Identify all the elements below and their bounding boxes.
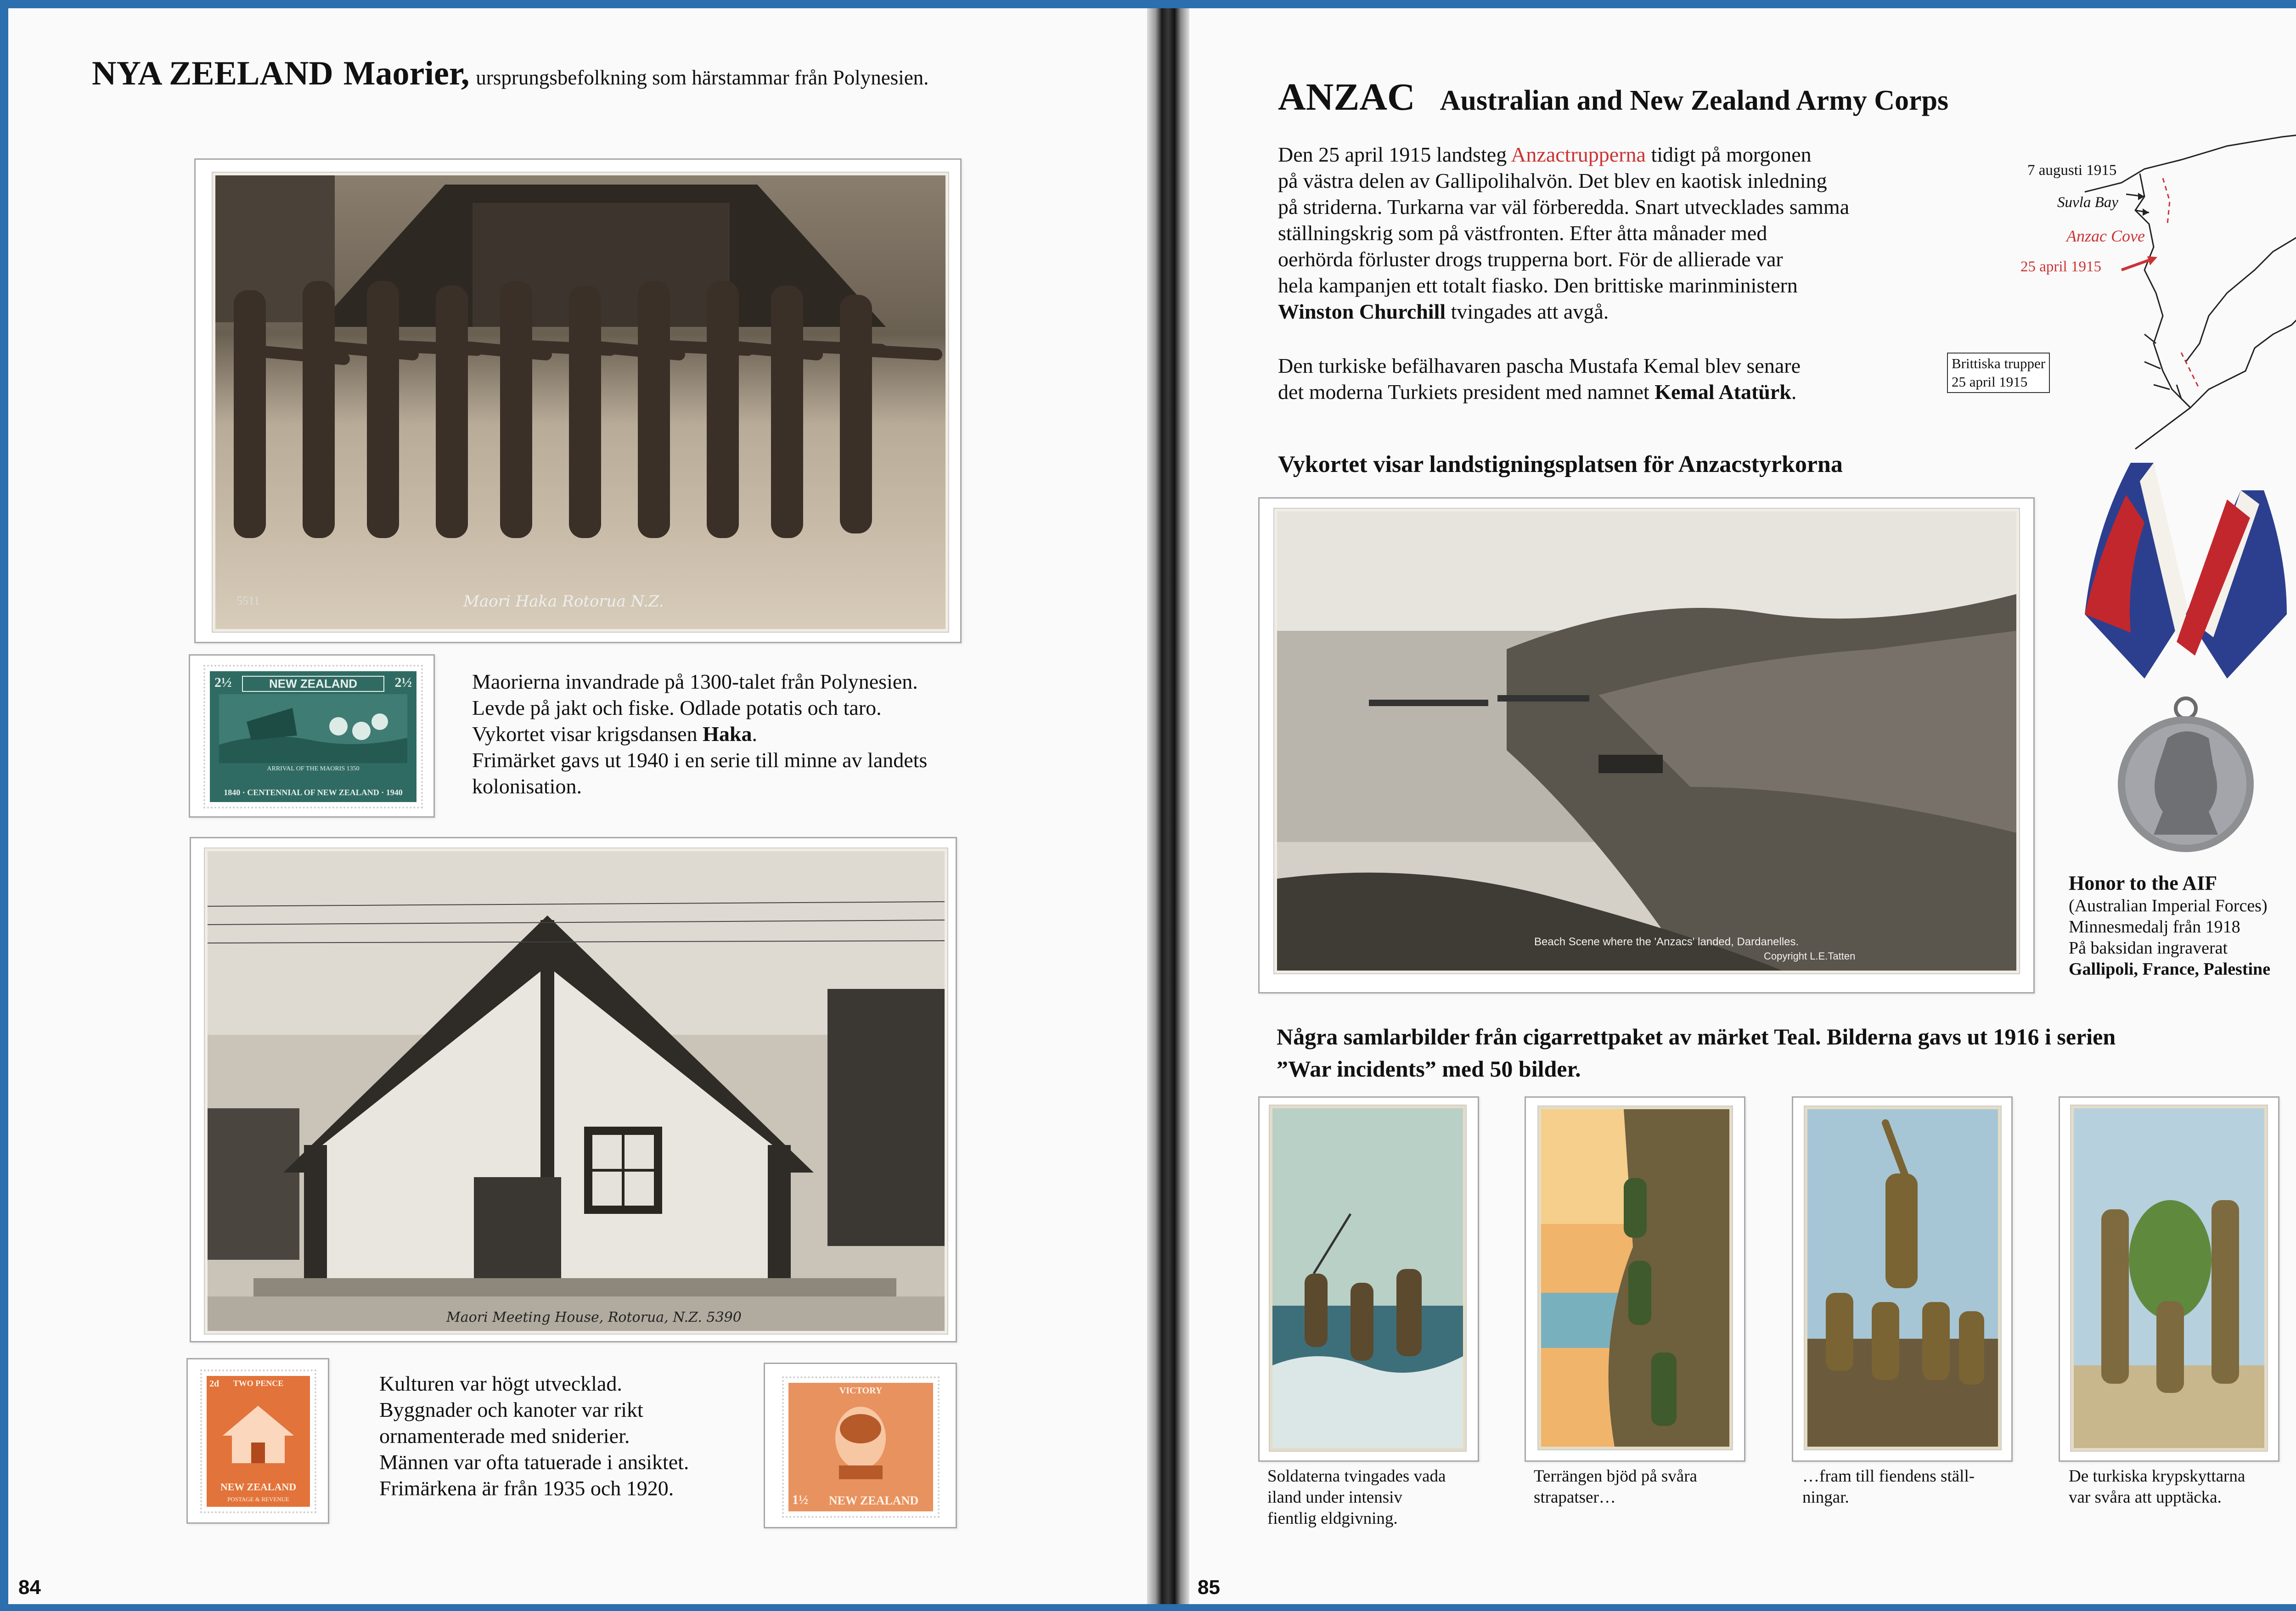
anzac-intro-paragraph bbox=[1278, 141, 1921, 325]
left-page-number: 84 bbox=[18, 1576, 41, 1599]
card1-line-2: iland under intensiv bbox=[1267, 1488, 1402, 1507]
cigarette-card-1 bbox=[1270, 1106, 1466, 1451]
haka-photo-number: 5511 bbox=[236, 594, 260, 607]
ataturk-name: Kemal Atatürk bbox=[1654, 380, 1791, 404]
medal-bold-line: Gallipoli, France, Palestine bbox=[2069, 960, 2271, 979]
map-box-line-2: 25 april 1915 bbox=[1952, 374, 2028, 390]
cigarette-card-3 bbox=[1805, 1106, 2001, 1449]
stamp3-top: VICTORY bbox=[839, 1386, 883, 1396]
intro-line-6: hela kampanjen ett totalt fiasko. Den brittiske marinministern bbox=[1278, 274, 1798, 297]
card1-image bbox=[1272, 1108, 1463, 1448]
card4-caption bbox=[2069, 1466, 2280, 1508]
anzac-title-main: ANZAC bbox=[1278, 76, 1415, 118]
stamp2-value: 2d bbox=[209, 1379, 219, 1389]
stamp1-scene bbox=[219, 694, 407, 763]
intro-line-4: ställningskrig som på västfronten. Efter åtta månader med bbox=[1278, 221, 1767, 245]
cards-heading bbox=[1277, 1021, 2296, 1085]
map-date-august: 7 augusti 1915 bbox=[2027, 162, 2117, 179]
medal-description bbox=[2069, 871, 2296, 980]
anzac-postcard-image bbox=[1277, 511, 2016, 971]
medal-line-1: (Australian Imperial Forces) bbox=[2069, 896, 2268, 915]
card1-caption bbox=[1267, 1466, 1479, 1529]
maori-line-3 bbox=[472, 721, 1069, 747]
anzac-postcard bbox=[1274, 509, 2019, 973]
aif-medal bbox=[2076, 463, 2296, 876]
stamp1-subtitle: ARRIVAL OF THE MAORIS 1350 bbox=[267, 765, 360, 772]
culture-line-1: Kulturen var högt utvecklad. bbox=[379, 1372, 622, 1395]
haka-word: Haka bbox=[703, 722, 752, 746]
cigarette-card-4 bbox=[2071, 1106, 2267, 1451]
intro-line-3: på striderna. Turkarna var väl förberedda. Snart utvecklades samma bbox=[1278, 195, 1850, 219]
intro-line-2: på västra delen av Gallipolihalvön. Det blev en kaotisk inledning bbox=[1278, 169, 1827, 192]
card3-line-1: …fram till fiendens ställ- bbox=[1802, 1467, 1975, 1486]
anzactrupperna-word: Anzactrupperna bbox=[1511, 143, 1646, 166]
medal-title: Honor to the AIF bbox=[2069, 872, 2217, 894]
haka-photo bbox=[213, 173, 948, 632]
maori-line-5: kolonisation. bbox=[472, 775, 582, 798]
card2-caption bbox=[1534, 1466, 1745, 1508]
map-box-line-1: Brittiska trupper bbox=[1952, 355, 2046, 371]
map-british-troops-box bbox=[1947, 353, 2050, 393]
cigarette-card-2 bbox=[1538, 1106, 1732, 1449]
intro-line-1-a: Den 25 april 1915 landsteg bbox=[1278, 143, 1507, 166]
postcard-copyright: Copyright L.E.Tatten bbox=[1764, 950, 1856, 962]
gallipoli-map bbox=[1906, 132, 2296, 463]
book-spine bbox=[1147, 8, 1189, 1604]
card3-caption bbox=[1802, 1466, 2014, 1508]
turkish-period: . bbox=[1791, 380, 1797, 404]
left-page-title bbox=[92, 54, 929, 93]
title-main: Maorier, bbox=[343, 55, 470, 92]
maori-line-1: Maorierna invandrade på 1300-talet från Polynesien. bbox=[472, 670, 918, 693]
culture-line-5: Frimärkena är från 1935 och 1920. bbox=[379, 1476, 674, 1500]
anzac-subtitle: Australian and New Zealand Army Corps bbox=[1440, 85, 1949, 116]
stamp2-top: TWO PENCE bbox=[233, 1379, 284, 1388]
turkish-paragraph bbox=[1278, 353, 1921, 405]
meeting-house-caption: Maori Meeting House, Rotorua, N.Z. 5390 bbox=[446, 1309, 742, 1325]
title-country: NYA ZEELAND bbox=[92, 55, 333, 92]
maori-line-4: Frimärket gavs ut 1940 i en serie till minne av landets bbox=[472, 748, 928, 772]
card2-image bbox=[1541, 1109, 1729, 1447]
maori-paragraph bbox=[472, 668, 1069, 799]
stamp1-banner: 1840 · CENTENNIAL OF NEW ZEALAND · 1940 bbox=[224, 788, 403, 797]
churchill-name: Winston Churchill bbox=[1278, 300, 1446, 323]
left-page bbox=[8, 8, 1147, 1604]
card2-line-2: strapatser… bbox=[1534, 1488, 1616, 1507]
stamp1-country: NEW ZEALAND bbox=[242, 676, 384, 692]
haka-photo-caption: Maori Haka Rotorua N.Z. bbox=[463, 592, 664, 611]
aif-medal-image bbox=[2076, 463, 2296, 876]
map-anzac-cove: Anzac Cove bbox=[2066, 227, 2145, 245]
stamp2-bottom: POSTAGE & REVENUE bbox=[227, 1496, 289, 1503]
postcard-caption: Beach Scene where the 'Anzacs' landed, Dardanelles. bbox=[1534, 936, 1799, 948]
stamp2-country: NEW ZEALAND bbox=[220, 1481, 297, 1493]
stamp1-value-left: 2½ bbox=[214, 675, 232, 690]
meeting-house-photo bbox=[205, 848, 947, 1334]
card3-line-2: ningar. bbox=[1802, 1488, 1849, 1507]
turkish-line-2-text: det moderna Turkiets president med namnet bbox=[1278, 380, 1649, 404]
stamp1-value-right: 2½ bbox=[394, 675, 412, 690]
postcard-heading: Vykortet visar landstigningsplatsen för Anzacstyrkorna bbox=[1278, 451, 1843, 477]
culture-line-3: ornamenterade med sniderier. bbox=[379, 1424, 630, 1448]
stamp3 bbox=[782, 1376, 940, 1518]
haka-photo-image bbox=[215, 175, 945, 629]
medal-line-3: På baksidan ingraverat bbox=[2069, 938, 2228, 958]
card1-line-1: Soldaterna tvingades vada bbox=[1267, 1467, 1446, 1486]
medal-line-2: Minnesmedalj från 1918 bbox=[2069, 917, 2240, 937]
gallipoli-map-lines bbox=[1906, 132, 2296, 463]
turkish-line-2 bbox=[1278, 379, 1921, 405]
turkish-line-1: Den turkiske befälhavaren pascha Mustafa Kemal blev senare bbox=[1278, 354, 1801, 377]
card4-image bbox=[2074, 1108, 2264, 1448]
intro-line-7 bbox=[1278, 298, 1921, 325]
intro-line-1 bbox=[1278, 141, 1921, 168]
stamp3-country: NEW ZEALAND bbox=[828, 1494, 919, 1507]
stamp3-value: 1½ bbox=[792, 1493, 808, 1507]
culture-paragraph bbox=[379, 1370, 793, 1501]
culture-line-4: Männen var ofta tatuerade i ansiktet. bbox=[379, 1450, 689, 1474]
card1-line-3: fientlig eldgivning. bbox=[1267, 1509, 1398, 1528]
right-page bbox=[1189, 8, 2296, 1604]
stamp1 bbox=[203, 665, 423, 808]
card4-line-1: De turkiska krypskyttarna bbox=[2069, 1467, 2245, 1486]
maori-line-3-period: . bbox=[752, 722, 757, 746]
cards-heading-line-1: Några samlarbilder från cigarrettpaket av märket Teal. Bilderna gavs ut 1916 i serien bbox=[1277, 1024, 2116, 1050]
card4-line-2: var svåra att upptäcka. bbox=[2069, 1488, 2222, 1507]
anzac-title bbox=[1278, 75, 1948, 119]
intro-line-1-b: tidigt på morgonen bbox=[1651, 143, 1812, 166]
maori-line-3-text: Vykortet visar krigsdansen bbox=[472, 722, 698, 746]
right-page-number: 85 bbox=[1198, 1576, 1220, 1599]
cards-heading-line-2: ”War incidents” med 50 bilder. bbox=[1277, 1056, 1581, 1082]
map-suvla-bay: Suvla Bay bbox=[2057, 194, 2118, 211]
intro-line-5: oerhörda förluster drogs trupperna bort. För de allierade var bbox=[1278, 247, 1783, 271]
culture-line-2: Byggnader och kanoter var rikt bbox=[379, 1398, 643, 1421]
card3-image bbox=[1807, 1109, 1998, 1447]
stamp3-portrait bbox=[816, 1401, 906, 1479]
title-sub: ursprungsbefolkning som härstammar från Polynesien. bbox=[476, 66, 929, 89]
meeting-house-image bbox=[208, 851, 945, 1331]
stamp2 bbox=[200, 1370, 316, 1513]
map-date-april: 25 april 1915 bbox=[2020, 258, 2101, 275]
intro-line-7-b: tvingades att avgå. bbox=[1451, 300, 1609, 323]
stamp2-house-image bbox=[218, 1399, 298, 1468]
card2-line-1: Terrängen bjöd på svåra bbox=[1534, 1467, 1697, 1486]
maori-line-2: Levde på jakt och fiske. Odlade potatis och taro. bbox=[472, 696, 882, 719]
